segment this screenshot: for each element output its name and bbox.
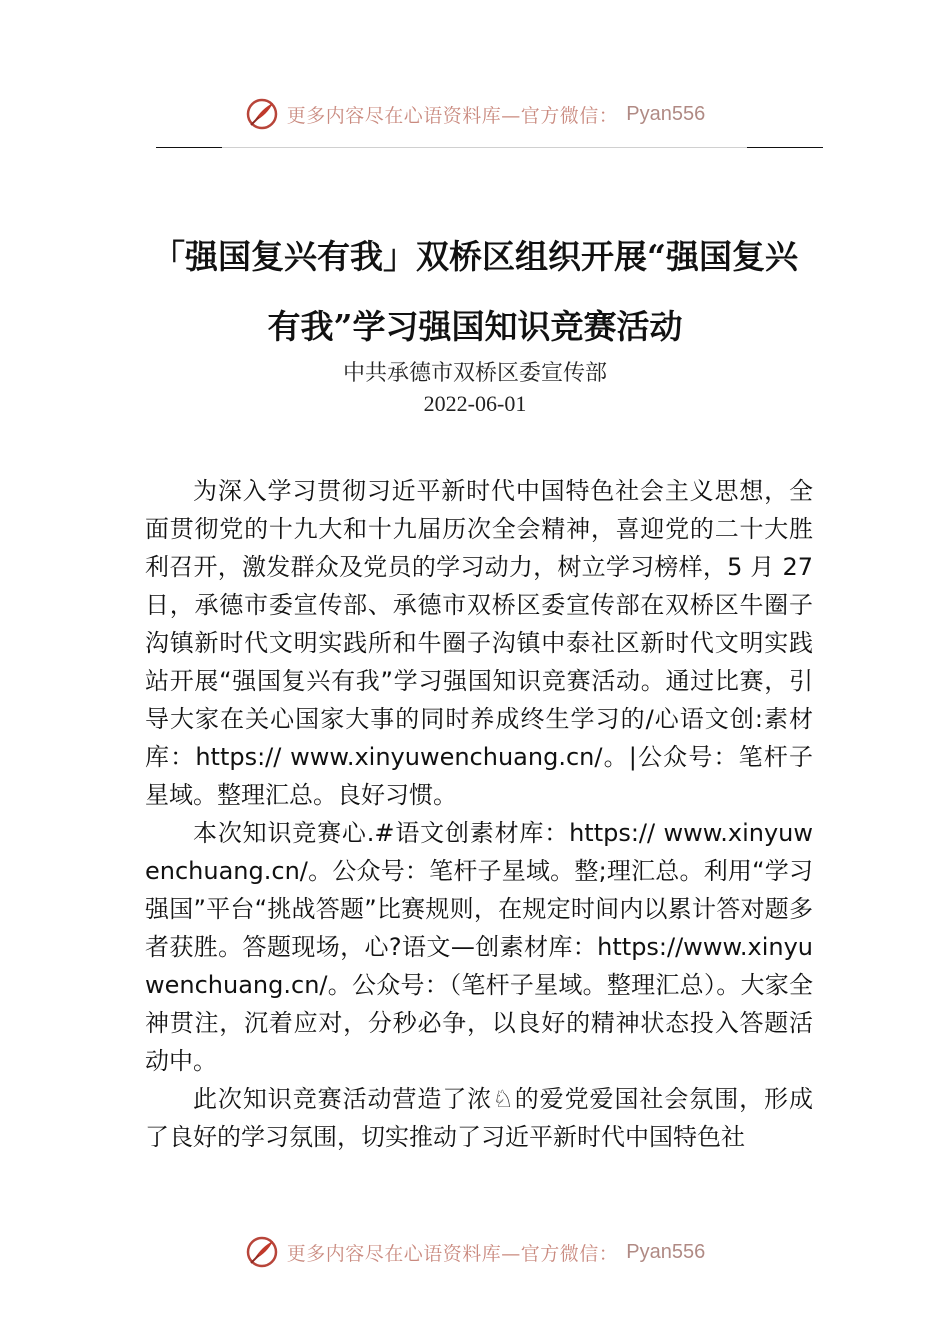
header-banner [0,94,950,134]
banner-text: 更多内容尽在心语资料库—官方微信： [286,1242,619,1265]
feather-pen-logo-icon [245,1235,279,1269]
footer-banner [0,1232,950,1272]
paragraph: 本次知识竞赛心.#语文创素材库：https:// www.xinyuwenchuang.cn/。公众号：笔杆子星域。整;理汇总。利用“学习强国”平台“挑战答题”比赛规则，在规定时间内以累计答对题多者获胜。答题现场，心?语文—创素材库：https://www.xinyuwenchuang.cn/。公众号：（笔杆子星域。整理汇总）。大家全神贯注，沉着应对，分秒必争，以良好的精神状态投入答题活动中。 [145,819,813,1075]
article-title: 「强国复兴有我」双桥区组织开展“强国复兴有我”学习强国知识竞赛活动 [152,237,798,346]
banner-contact: Pyan556 [626,102,706,125]
header-rule-middle [222,147,747,148]
article-date: 2022-06-01 [423,391,527,416]
article-body [145,472,813,1156]
feather-pen-logo-icon [245,97,279,131]
paragraph: 此次知识竞赛活动营造了浓♘的爱党爱国社会氛围，形成了良好的学习氛围，切实推动了习近平新时代中国特色社 [145,1085,813,1151]
article-source: 中共承德市双桥区委宣传部 [342,361,607,386]
paragraph: 为深入学习贯彻习近平新时代中国特色社会主义思想，全面贯彻党的十九大和十九届历次全会精神，喜迎党的二十大胜利召开，激发群众及党员的学习动力，树立学习榜样，5 月 27 日，承德市委宣传部、承德市双桥区委宣传部在双桥区牛圈子沟镇新时代文明实践所和牛圈子沟镇中泰社区新时代文明实践站开展“强国复兴有我”学习强国知识竞赛活动。通过比赛，引导大家在关心国家大事的同时养成终生学习的/心语文创:素材库：https:// www.xinyuwenchuang.cn/。|公众号：笔杆子星域。整理汇总。良好习惯。 [145,477,813,809]
header-rule-right [747,147,823,148]
header-rule-left [156,147,222,148]
banner-text: 更多内容尽在心语资料库—官方微信： [286,104,619,127]
banner-contact: Pyan556 [626,1240,706,1263]
